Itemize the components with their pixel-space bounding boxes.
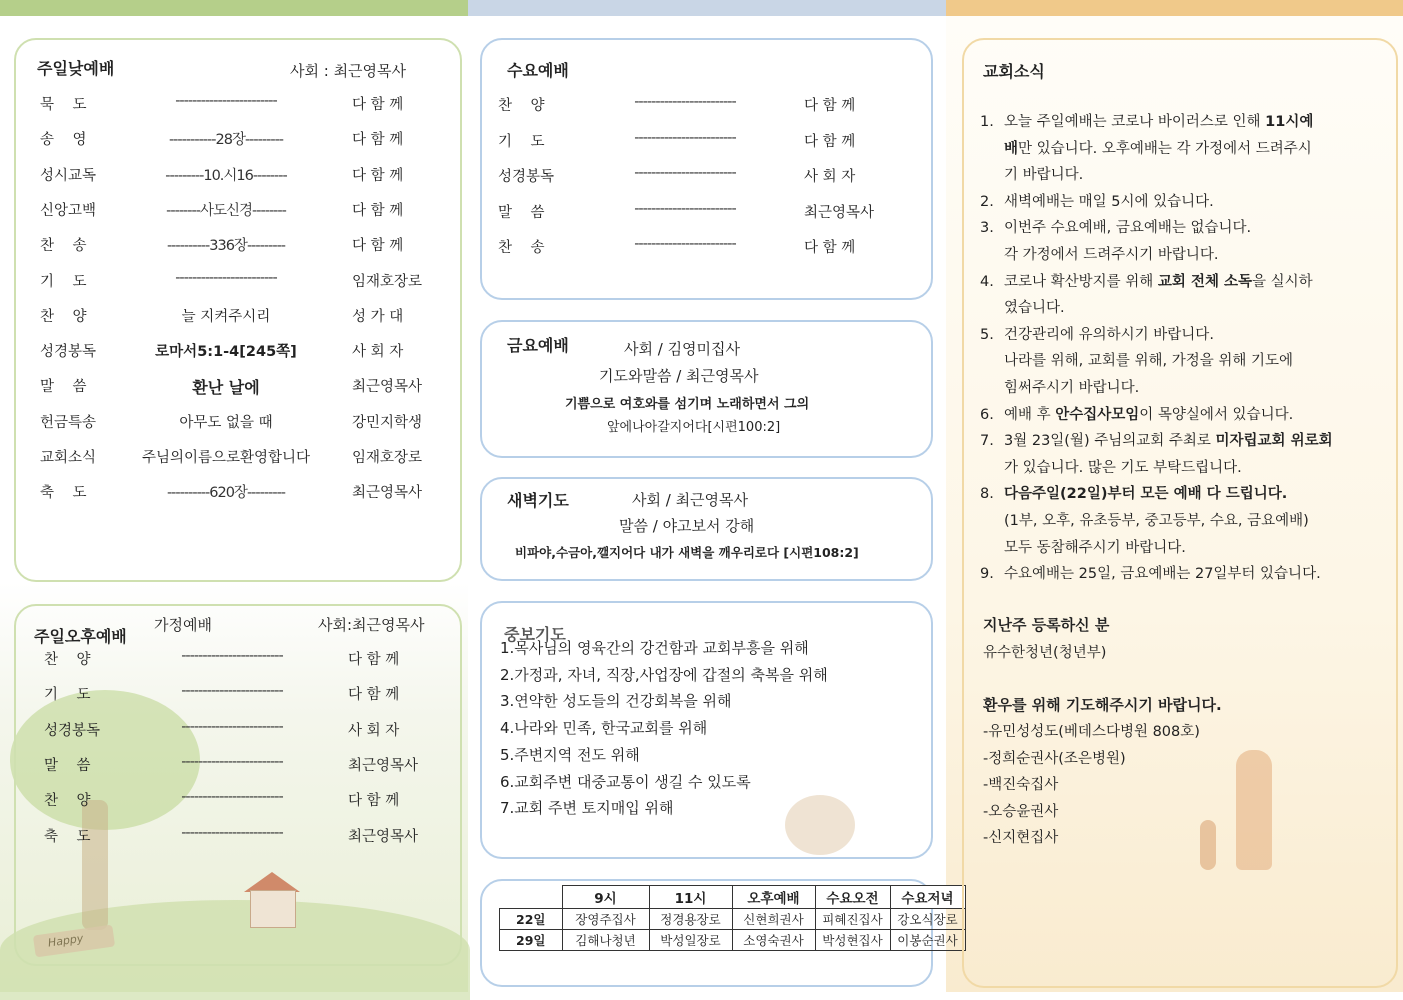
list-item bbox=[40, 199, 440, 219]
order-item-label: 기 도 bbox=[44, 687, 91, 704]
order-item-content: ------------------------ bbox=[181, 718, 283, 735]
roster-corner bbox=[500, 886, 563, 909]
order-item-content: ---------10.시16-------- bbox=[165, 167, 287, 184]
wednesday-order bbox=[498, 94, 892, 274]
news-number: 1. bbox=[980, 114, 994, 130]
top-bar-blue bbox=[468, 0, 946, 16]
list-item bbox=[44, 648, 440, 668]
news-text: 수요예배는 25일, 금요예배는 27일부터 있습니다. bbox=[1004, 566, 1321, 583]
order-item-leader: 사 회 자 bbox=[348, 722, 400, 739]
order-item-label: 성시교독 bbox=[40, 167, 97, 184]
order-item-label: 찬 양 bbox=[498, 98, 545, 114]
registered-name: 유수한청년(청년부) bbox=[983, 645, 1107, 661]
dawn-verse: 비파야,수금아,깰지어다 내가 새벽을 깨우리로다 [시편108:2] bbox=[515, 545, 859, 560]
dawn-title: 새벽기도 bbox=[507, 491, 569, 510]
prayer-request-title: 환우를 위해 기도해주시기 바랍니다. bbox=[983, 696, 1222, 714]
order-item-label: 교회소식 bbox=[40, 450, 97, 466]
order-item-label: 헌금특송 bbox=[40, 414, 97, 431]
order-item-label: 찬 송 bbox=[498, 240, 545, 256]
news-text: 을 실시하 bbox=[1252, 273, 1313, 290]
order-item-label: 묵 도 bbox=[40, 97, 87, 113]
order-item-leader: 최근영목사 bbox=[804, 204, 875, 221]
order-item-label: 말 씀 bbox=[498, 204, 545, 221]
sunday-morning-order bbox=[40, 93, 440, 513]
list-item bbox=[980, 456, 1242, 477]
news-text: 예배 후 bbox=[1004, 406, 1056, 423]
roster-date: 22일 bbox=[500, 909, 563, 930]
order-item-leader: 강민지학생 bbox=[352, 414, 423, 431]
list-item bbox=[44, 789, 440, 809]
friday-title: 금요예배 bbox=[507, 336, 569, 355]
order-item-leader: 임재호장로 bbox=[352, 273, 423, 290]
order-item-label: 말 씀 bbox=[44, 757, 91, 774]
roster-cell: 박성일장로 bbox=[649, 930, 732, 951]
patient-list bbox=[983, 720, 1283, 860]
list-item: 2.가정과, 자녀, 직장,사업장에 갑절의 축복을 위해 bbox=[500, 665, 828, 684]
list-item bbox=[980, 163, 1083, 184]
order-item-label: 성경봉독 bbox=[40, 344, 97, 361]
order-item-content: 아무도 없을 때 bbox=[179, 414, 273, 431]
list-item: -신지현집사 bbox=[983, 830, 1059, 846]
roster-table bbox=[499, 885, 966, 951]
list-item: -정희순권사(조은병원) bbox=[983, 750, 1126, 767]
list-item bbox=[980, 137, 1312, 158]
order-item-label: 찬 양 bbox=[40, 308, 87, 325]
order-item-leader: 다 함 께 bbox=[352, 202, 404, 219]
friday-sermon: 기도와말씀 / 최근영목사 bbox=[599, 367, 759, 385]
list-item bbox=[40, 234, 440, 254]
news-text: 건강관리에 유의하시기 바랍니다. bbox=[1004, 326, 1214, 343]
intercession-list bbox=[500, 637, 920, 827]
list-item bbox=[498, 94, 892, 114]
list-item bbox=[980, 482, 1287, 503]
news-number: 4. bbox=[980, 273, 994, 290]
list-item bbox=[498, 236, 892, 256]
list-item: 1.목사님의 영육간의 강건함과 교회부흥을 위해 bbox=[500, 639, 809, 657]
order-item-content: ------------------------ bbox=[181, 683, 283, 700]
order-item-leader: 사 회 자 bbox=[352, 344, 404, 361]
list-item bbox=[980, 429, 1333, 450]
wednesday-title: 수요예배 bbox=[507, 61, 569, 80]
list-item bbox=[980, 349, 1293, 370]
news-text: 오늘 주일예배는 코로나 바이러스로 인해 bbox=[1004, 114, 1266, 130]
news-text: 이 목양실에서 있습니다. bbox=[1139, 406, 1294, 423]
news-text: 였습니다. bbox=[1004, 300, 1065, 317]
list-item bbox=[44, 683, 440, 703]
order-item-label: 말 씀 bbox=[40, 379, 87, 396]
top-bar-orange bbox=[946, 0, 1403, 16]
list-item bbox=[980, 403, 1293, 424]
order-item-leader: 성 가 대 bbox=[352, 308, 404, 325]
order-item-content: 환난 날에 bbox=[192, 378, 260, 398]
order-item-content: ------------------------ bbox=[175, 269, 277, 286]
news-text: 배 bbox=[1004, 140, 1019, 157]
dawn-sermon: 말씀 / 야고보서 강해 bbox=[619, 517, 755, 535]
registered-title: 지난주 등록하신 분 bbox=[983, 616, 1110, 634]
news-text: 11시예 bbox=[1265, 114, 1314, 130]
list-item bbox=[40, 93, 440, 113]
news-text: 교회 전체 소독 bbox=[1157, 273, 1253, 290]
news-text: 이번주 수요예배, 금요예배는 없습니다. bbox=[1004, 220, 1252, 237]
order-item-label: 성경봉독 bbox=[44, 722, 101, 739]
sunday-afternoon-presider: 사회:최근영목사 bbox=[318, 616, 425, 634]
order-item-content: ------------------------ bbox=[181, 824, 283, 841]
friday-verse-line1: 기쁨으로 여호와를 섬기며 노래하면서 그의 bbox=[565, 397, 810, 412]
news-text: 미자립교회 위로회 bbox=[1215, 433, 1333, 450]
roster-col-header: 9시 bbox=[562, 886, 649, 909]
list-item bbox=[44, 719, 440, 739]
news-text: 모두 동참해주시기 바랍니다. bbox=[1004, 539, 1186, 556]
order-item-leader: 다 함 께 bbox=[804, 240, 856, 256]
order-item-leader: 다 함 께 bbox=[352, 238, 404, 255]
order-item-label: 송 영 bbox=[40, 132, 87, 149]
roster-cell: 정경용장로 bbox=[649, 909, 732, 930]
list-item bbox=[40, 375, 440, 398]
list-item: 7.교회 주변 토지매입 위해 bbox=[500, 799, 674, 818]
news-text: 3월 23일(월) 주님의교회 주최로 bbox=[1004, 433, 1216, 450]
order-item-leader: 사 회 자 bbox=[804, 169, 856, 185]
order-item-label: 기 도 bbox=[40, 273, 87, 290]
order-item-leader: 다 함 께 bbox=[804, 98, 856, 114]
order-item-content: 로마서5:1-4[245쪽] bbox=[155, 344, 297, 361]
order-item-content: 주님의이름으로환영합니다 bbox=[141, 450, 311, 466]
list-item bbox=[980, 562, 1321, 583]
roster-cell: 이봉순권사 bbox=[890, 930, 965, 951]
sunday-morning-presider: 사회 : 최근영목사 bbox=[290, 62, 407, 80]
top-bar-green bbox=[0, 0, 468, 16]
roster-col-header: 수요저녁 bbox=[890, 886, 965, 909]
list-item bbox=[44, 825, 440, 845]
order-item-label: 축 도 bbox=[40, 485, 87, 502]
order-item-label: 찬 양 bbox=[44, 652, 91, 668]
list-item bbox=[44, 754, 440, 774]
order-item-label: 찬 송 bbox=[40, 238, 87, 255]
church-news-list bbox=[980, 110, 1380, 590]
sunday-afternoon-title: 주일오후예배 bbox=[34, 627, 127, 646]
order-item-label: 찬 양 bbox=[44, 793, 91, 810]
church-news-title: 교회소식 bbox=[983, 62, 1045, 81]
roster-cell: 장영주집사 bbox=[562, 909, 649, 930]
list-item bbox=[980, 296, 1065, 317]
sunday-afternoon-subtitle: 가정예배 bbox=[154, 616, 212, 634]
roster-col-header: 11시 bbox=[649, 886, 732, 909]
list-item: 6.교회주변 대중교통이 생길 수 있도록 bbox=[500, 772, 751, 791]
list-item bbox=[980, 270, 1313, 291]
news-number: 6. bbox=[980, 406, 994, 423]
news-text: 안수집사모임 bbox=[1055, 406, 1140, 423]
list-item bbox=[498, 165, 892, 185]
roster-col-header: 오후예배 bbox=[732, 886, 815, 909]
list-item bbox=[980, 323, 1214, 344]
order-item-content: ------------------------ bbox=[634, 129, 736, 146]
order-item-leader: 다 함 께 bbox=[804, 133, 856, 150]
news-text: 코로나 확산방지를 위해 bbox=[1004, 273, 1158, 290]
list-item bbox=[498, 130, 892, 150]
order-item-leader: 다 함 께 bbox=[348, 652, 400, 668]
order-item-leader: 다 함 께 bbox=[352, 167, 404, 184]
order-item-label: 성경봉독 bbox=[498, 169, 555, 185]
order-item-content: ------------------------ bbox=[634, 165, 736, 181]
order-item-content: ------------------------ bbox=[634, 236, 736, 252]
list-item bbox=[980, 110, 1313, 131]
news-text: 다음주일(22일)부터 모든 예배 다 드립니다. bbox=[1004, 486, 1288, 503]
news-text: 기 바랍니다. bbox=[1004, 167, 1084, 184]
order-item-content: ------------------------ bbox=[181, 648, 283, 664]
order-item-leader: 다 함 께 bbox=[348, 687, 400, 704]
list-item bbox=[40, 446, 440, 466]
order-item-leader: 다 함 께 bbox=[348, 793, 400, 810]
news-text: 나라를 위해, 교회를 위해, 가정을 위해 기도에 bbox=[1004, 353, 1293, 370]
order-item-content: ----------620장--------- bbox=[166, 485, 286, 502]
news-number: 5. bbox=[980, 326, 994, 343]
news-text: 가 있습니다. 많은 기도 부탁드립니다. bbox=[1004, 459, 1242, 476]
news-number: 3. bbox=[980, 220, 994, 237]
order-item-label: 기 도 bbox=[498, 133, 545, 150]
list-item bbox=[980, 243, 1219, 264]
list-item bbox=[40, 340, 440, 360]
news-number: 7. bbox=[980, 433, 994, 450]
order-item-leader: 최근영목사 bbox=[352, 379, 423, 396]
order-item-label: 신앙고백 bbox=[40, 202, 97, 219]
sign-text: Happy bbox=[47, 931, 85, 950]
list-item bbox=[40, 305, 440, 325]
roster-cell: 소영숙권사 bbox=[732, 930, 815, 951]
roster-cell: 피혜진집사 bbox=[815, 909, 890, 930]
friday-verse-line2: 앞에나아갈지어다[시편100:2] bbox=[607, 420, 781, 435]
roster-cell: 박성현집사 bbox=[815, 930, 890, 951]
list-item bbox=[980, 216, 1251, 237]
table-row bbox=[500, 930, 966, 951]
order-item-content: ------------------------ bbox=[634, 94, 736, 110]
order-item-content: ----------336장--------- bbox=[166, 238, 286, 255]
list-item: -백진숙집사 bbox=[983, 777, 1059, 793]
order-item-leader: 최근영목사 bbox=[348, 757, 419, 774]
roster-col-header: 수요오전 bbox=[815, 886, 890, 909]
news-number: 9. bbox=[980, 566, 994, 583]
list-item bbox=[40, 128, 440, 148]
order-item-leader: 최근영목사 bbox=[348, 828, 419, 845]
news-text: 만 있습니다. 오후예배는 각 가정에서 드려주시 bbox=[1018, 140, 1312, 157]
order-item-leader: 다 함 께 bbox=[352, 97, 404, 113]
order-item-content: ------------------------ bbox=[634, 200, 736, 217]
news-number: 2. bbox=[980, 193, 994, 210]
news-text: (1부, 오후, 유초등부, 중고등부, 수요, 금요예배) bbox=[1004, 513, 1309, 529]
list-item bbox=[980, 376, 1139, 397]
table-row bbox=[500, 909, 966, 930]
intercession-title: 중보기도 bbox=[504, 625, 566, 644]
list-item: 5.주변지역 전도 위해 bbox=[500, 745, 640, 764]
sunday-afternoon-order bbox=[44, 648, 440, 858]
list-item bbox=[980, 190, 1214, 211]
roster-date: 29일 bbox=[500, 930, 563, 951]
order-item-content: -----------28장--------- bbox=[168, 132, 284, 149]
order-item-leader: 임재호장로 bbox=[352, 450, 423, 466]
order-item-content: 늘 지켜주시리 bbox=[181, 308, 271, 325]
order-item-leader: 다 함 께 bbox=[352, 132, 404, 149]
order-item-content: ------------------------ bbox=[181, 789, 283, 806]
news-text: 각 가정에서 드려주시기 바랍니다. bbox=[1004, 247, 1219, 263]
list-item bbox=[40, 411, 440, 431]
list-item: 3.연약한 성도들의 건강회복을 위해 bbox=[500, 692, 732, 711]
order-item-content: ------------------------ bbox=[175, 93, 277, 109]
list-item bbox=[980, 509, 1309, 530]
roster-header-row bbox=[500, 886, 966, 909]
dawn-presider: 사회 / 최근영목사 bbox=[632, 491, 749, 509]
sunday-morning-title: 주일낮예배 bbox=[37, 59, 115, 78]
list-item bbox=[40, 164, 440, 184]
list-item: -오승윤권사 bbox=[983, 803, 1059, 820]
list-item bbox=[498, 201, 892, 221]
roster-cell: 김해나청년 bbox=[562, 930, 649, 951]
list-item: 4.나라와 민족, 한국교회를 위해 bbox=[500, 719, 708, 738]
news-text: 새벽예배는 매일 5시에 있습니다. bbox=[1004, 193, 1214, 210]
list-item bbox=[40, 270, 440, 290]
news-number: 8. bbox=[980, 486, 994, 503]
list-item bbox=[40, 481, 440, 501]
list-item: -유민성성도(베데스다병원 808호) bbox=[983, 724, 1200, 740]
order-item-label: 축 도 bbox=[44, 828, 91, 845]
order-item-content: --------사도신경-------- bbox=[166, 202, 286, 219]
friday-presider: 사회 / 김영미집사 bbox=[624, 340, 741, 358]
roster-cell: 신현희권사 bbox=[732, 909, 815, 930]
order-item-leader: 최근영목사 bbox=[352, 485, 423, 502]
roster-cell: 강오식장로 bbox=[890, 909, 965, 930]
list-item bbox=[980, 536, 1186, 557]
order-item-content: ------------------------ bbox=[181, 753, 283, 770]
news-text: 힘써주시기 바랍니다. bbox=[1004, 380, 1140, 396]
